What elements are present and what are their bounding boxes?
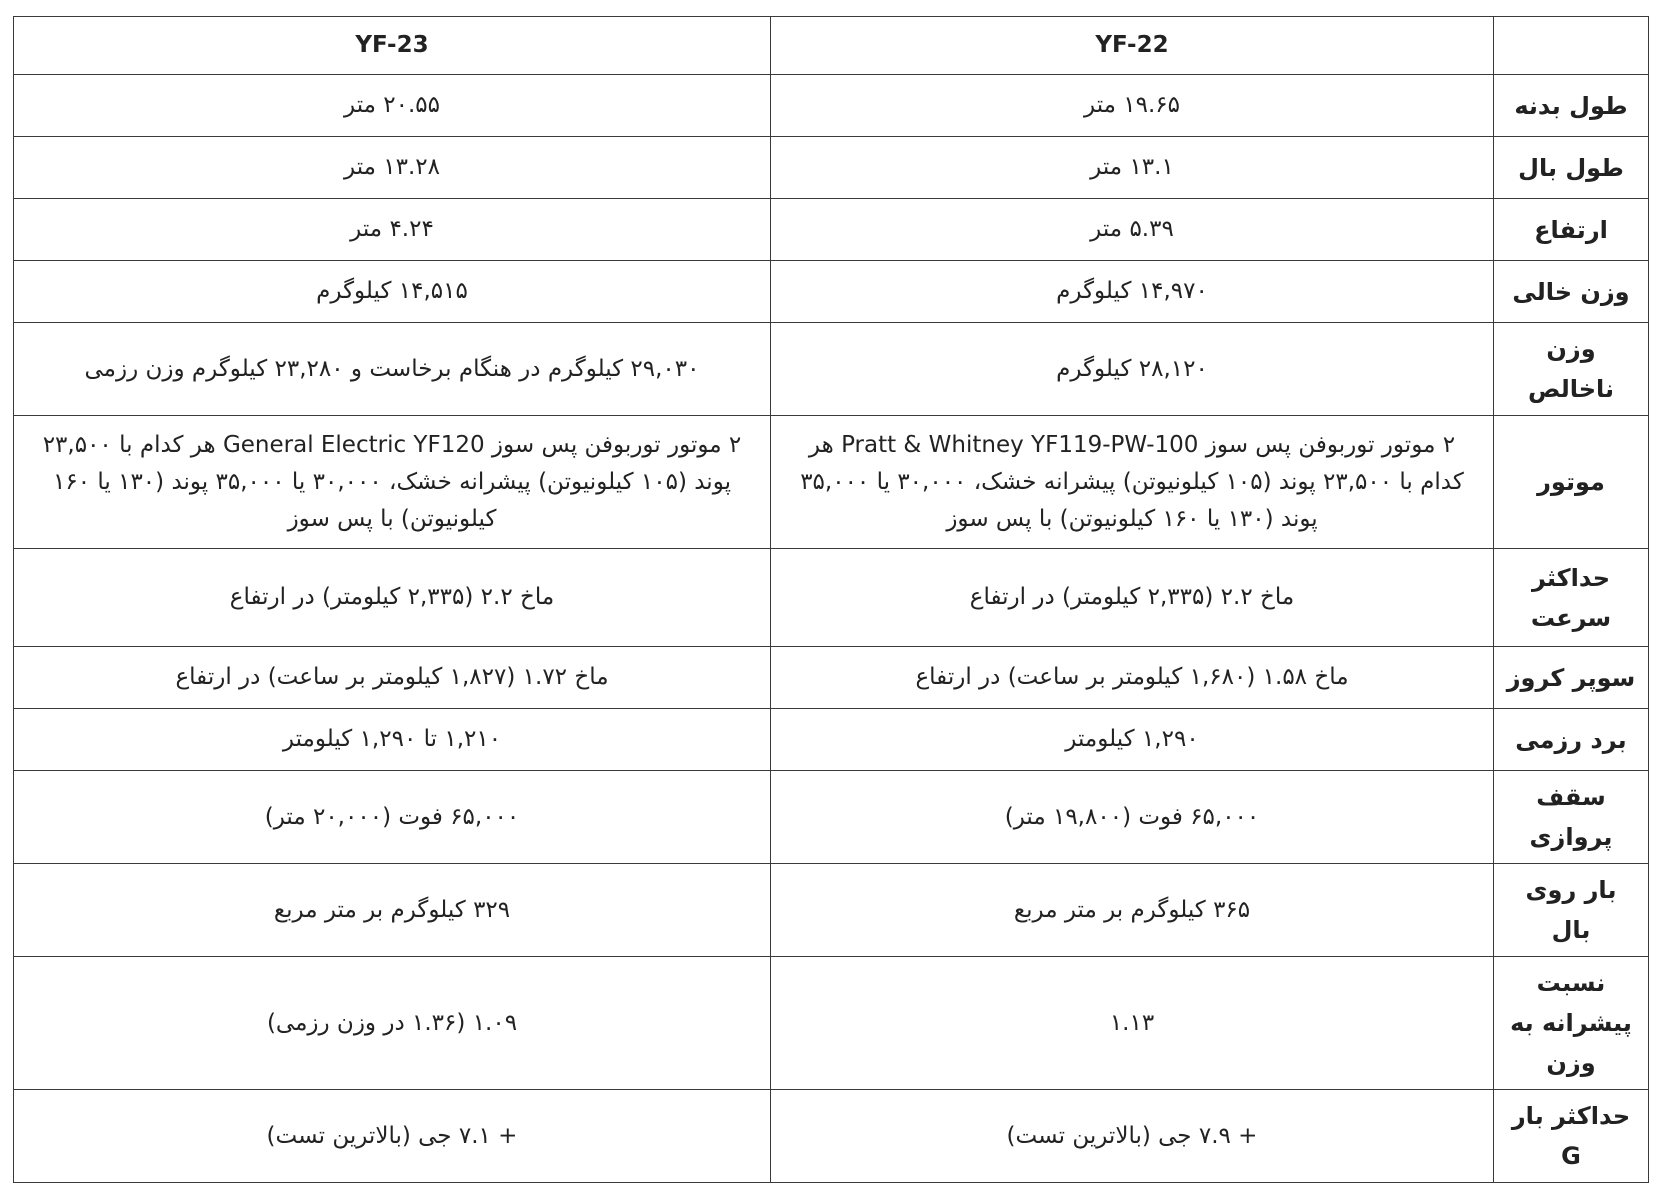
row-label: طول بال [1494, 137, 1649, 199]
table-row [14, 137, 1649, 199]
row-label: حداکثر بار G [1494, 1090, 1649, 1183]
table-header-row [14, 17, 1649, 75]
table-row [14, 647, 1649, 709]
cell-yf22: ۲ موتور توربوفن پس سوز Pratt & Whitney YF119-PW-100 هر کدام با ۲۳,۵۰۰ پوند (۱۰۵ کیلونیوتن) پیشرانه خشک، ۳۰,۰۰۰ یا ۳۵,۰۰۰ پوند (۱۳۰ یا ۱۶۰ کیلونیوتن) با پس سوز [771, 416, 1494, 549]
cell-yf22: ۳۶۵ کیلوگرم بر متر مربع [771, 864, 1494, 957]
cell-yf22: ۱.۱۳ [771, 957, 1494, 1090]
table-row [14, 957, 1649, 1090]
row-label: نسبت پیشرانه به وزن [1494, 957, 1649, 1090]
cell-yf22: ۵.۳۹ متر [771, 199, 1494, 261]
cell-yf22: ۶۵,۰۰۰ فوت (۱۹,۸۰۰ متر) [771, 771, 1494, 864]
cell-yf22: ۲۸,۱۲۰ کیلوگرم [771, 323, 1494, 416]
row-label: طول بدنه [1494, 75, 1649, 137]
row-label: وزن ناخالص [1494, 323, 1649, 416]
cell-yf22: ۱۹.۶۵ متر [771, 75, 1494, 137]
row-label: حداکثر سرعت [1494, 549, 1649, 647]
table-row [14, 864, 1649, 957]
table-row [14, 549, 1649, 647]
cell-yf23: ۲۹,۰۳۰ کیلوگرم در هنگام برخاست و ۲۳,۲۸۰ کیلوگرم وزن رزمی [14, 323, 771, 416]
cell-yf23: ۶۵,۰۰۰ فوت (۲۰,۰۰۰ متر) [14, 771, 771, 864]
cell-yf23: ماخ ۲.۲ (۲,۳۳۵ کیلومتر) در ارتفاع [14, 549, 771, 647]
cell-yf23: ۱,۲۱۰ تا ۱,۲۹۰ کیلومتر [14, 709, 771, 771]
cell-yf23: ۱۴,۵۱۵ کیلوگرم [14, 261, 771, 323]
cell-yf23: ۱۳.۲۸ متر [14, 137, 771, 199]
row-label: ارتفاع [1494, 199, 1649, 261]
row-label: بار روی بال [1494, 864, 1649, 957]
cell-yf23: ۲ موتور توربوفن پس سوز General Electric YF120 هر کدام با ۲۳,۵۰۰ پوند (۱۰۵ کیلونیوتن) پیشرانه خشک، ۳۰,۰۰۰ یا ۳۵,۰۰۰ پوند (۱۳۰ یا ۱۶۰ کیلونیوتن) با پس سوز [14, 416, 771, 549]
cell-yf23: ۳۲۹ کیلوگرم بر متر مربع [14, 864, 771, 957]
table-row [14, 261, 1649, 323]
table-row [14, 416, 1649, 549]
cell-yf22: ماخ ۲.۲ (۲,۳۳۵ کیلومتر) در ارتفاع [771, 549, 1494, 647]
table-row [14, 323, 1649, 416]
row-label: وزن خالی [1494, 261, 1649, 323]
cell-yf22: ماخ ۱.۵۸ (۱,۶۸۰ کیلومتر بر ساعت) در ارتفاع [771, 647, 1494, 709]
cell-yf23: ۲۰.۵۵ متر [14, 75, 771, 137]
cell-yf23: ۴.۲۴ متر [14, 199, 771, 261]
spec-comparison-table [13, 16, 1649, 1183]
row-label: سوپر کروز [1494, 647, 1649, 709]
row-label: سقف پروازی [1494, 771, 1649, 864]
header-label-column [1494, 17, 1649, 75]
spec-comparison-container [13, 16, 1648, 1183]
header-yf22: YF-22 [771, 17, 1494, 75]
cell-yf23: + ۷.۱ جی (بالاترین تست) [14, 1090, 771, 1183]
cell-yf22: ۱۴,۹۷۰ کیلوگرم [771, 261, 1494, 323]
cell-yf23: ۱.۰۹ (۱.۳۶ در وزن رزمی) [14, 957, 771, 1090]
cell-yf22: ۱,۲۹۰ کیلومتر [771, 709, 1494, 771]
table-row [14, 75, 1649, 137]
cell-yf22: ۱۳.۱ متر [771, 137, 1494, 199]
table-row [14, 199, 1649, 261]
header-yf23: YF-23 [14, 17, 771, 75]
table-row [14, 1090, 1649, 1183]
table-row [14, 709, 1649, 771]
cell-yf22: + ۷.۹ جی (بالاترین تست) [771, 1090, 1494, 1183]
row-label: برد رزمی [1494, 709, 1649, 771]
table-row [14, 771, 1649, 864]
row-label: موتور [1494, 416, 1649, 549]
cell-yf23: ماخ ۱.۷۲ (۱,۸۲۷ کیلومتر بر ساعت) در ارتفاع [14, 647, 771, 709]
